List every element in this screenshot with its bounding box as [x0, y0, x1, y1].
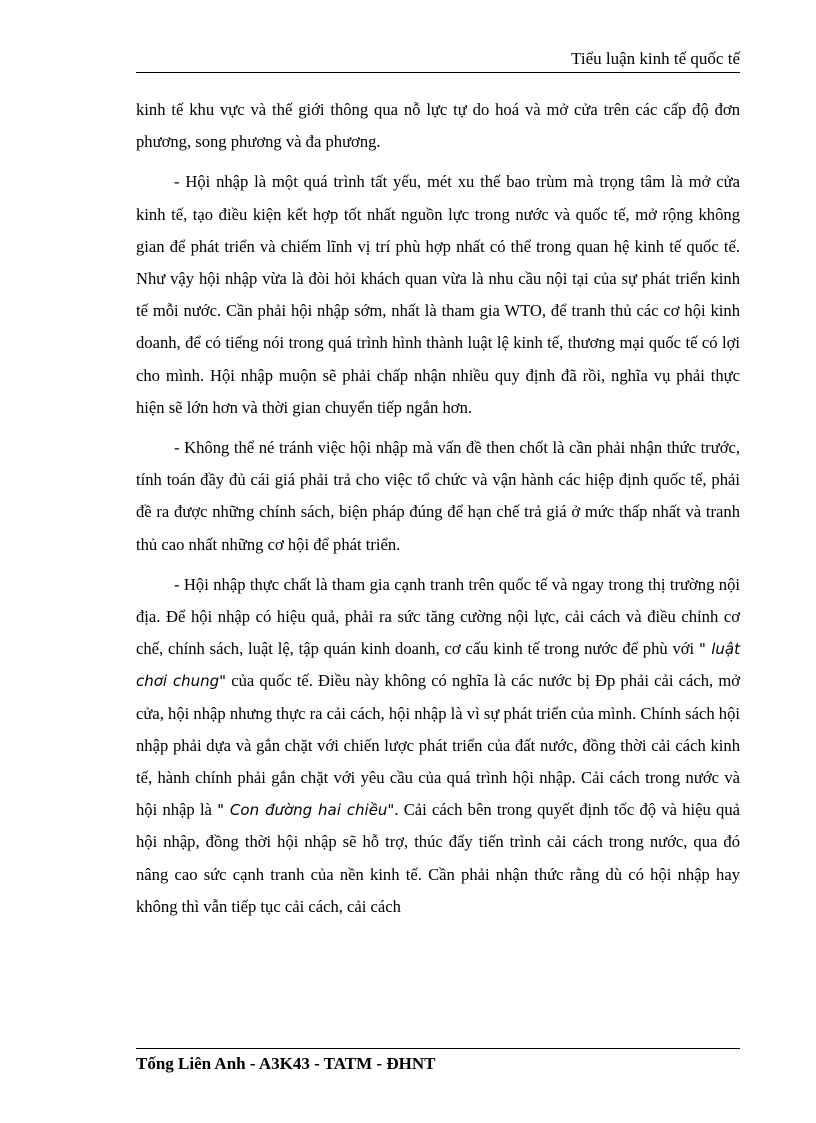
paragraph-continuation: kinh tế khu vực và thế giới thông qua nỗ lực tự do hoá và mở cửa trên các cấp độ đơn phương, song phương và đa phương. — [136, 100, 740, 152]
paragraph-integration-inevitable: - Hội nhập là một quá trình tất yếu, mét xu thế bao trùm mà trọng tâm là mở cửa kinh tế, tạo điều kiện kết hợp tốt nhất nguồn lực trong nước và quốc tế, mở rộng không gian để phát triển và chiếm lĩnh vị trí phù hợp nhất có thể trong quan hệ kinh tế quốc tế. Như vậy hội nhập vừa là đòi hỏi khách quan vừa là nhu cầu nội tại của sự phát triển kinh tế mỗi nước. Cần phải hội nhập sớm, nhất là tham gia WTO, để tranh thủ các cơ hội kinh doanh, để có tiếng nói trong quá trình hình thành luật lệ kinh tế, thương mại quốc tế có lợi cho mình. Hội nhập muộn sẽ phải chấp nhận nhiều quy định đã rồi, nghĩa vụ phải thực hiện sẽ lớn hơn và thời gian chuyển tiếp ngắn hơn. — [136, 172, 740, 417]
quoted-term: " Con đường hai chiều" — [217, 801, 395, 820]
header-title: Tiểu luận kinh tế quốc tế — [571, 49, 740, 68]
paragraph-avoid-integration: - Không thể né tránh việc hội nhập mà vấn đề then chốt là cần phải nhận thức trước, tính toán đầy đủ cái giá phải trả cho việc tổ chức và vận hành các hiệp định quốc tế, phải đề ra được những chính sách, biện pháp đúng để hạn chế trả giá ở mức thấp nhất và tranh thủ cao nhất những cơ hội để phát triển. — [136, 438, 740, 554]
paragraph-text: - Hội nhập thực chất là tham gia cạnh tranh trên quốc tế và ngay trong thị trường nội địa. Để hội nhập có hiệu quả, phải ra sức tăng cường nội lực, cải cách và điều chỉnh cơ chế, chính sách, luật lệ, tập quán kinh doanh, cơ cấu kinh tế trong nước để phù với — [136, 574, 740, 659]
document-body — [136, 94, 740, 931]
header-divider — [136, 72, 740, 73]
footer-divider — [136, 1048, 740, 1049]
paragraph-text: của quốc tế. Điều này không có nghĩa là các nước bị Đp phải cải cách, mở cửa, hội nhập nhưng thực ra cải cách, hội nhập là vì sự phát triển của mình. Chính sách hội nhập phải dựa và gắn chặt với chiến lược phát triển của đất nước, đồng thời cải cách kinh tế, hành chính phải gắn chặt với yêu cầu của quá trình hội nhập. Cải cách trong nước và hội nhập là — [136, 671, 740, 820]
footer-author: Tống Liên Anh - A3K43 - TATM - ĐHNT — [136, 1054, 436, 1073]
paragraph-integration-competition — [136, 569, 740, 923]
paragraph-text: . Cải cách bên trong quyết định tốc độ và hiệu quả hội nhập, đồng thời hội nhập sẽ hỗ trợ, thúc đẩy tiến trình cải cách trong nước, qua đó nâng cao sức cạnh tranh của nền kinh tế. Cần phải nhận thức rằng dù có hội nhập hay không thì vẫn tiếp tục cải cách, cải cách — [136, 800, 740, 916]
quoted-term: " luật chơi chung" — [136, 640, 740, 691]
